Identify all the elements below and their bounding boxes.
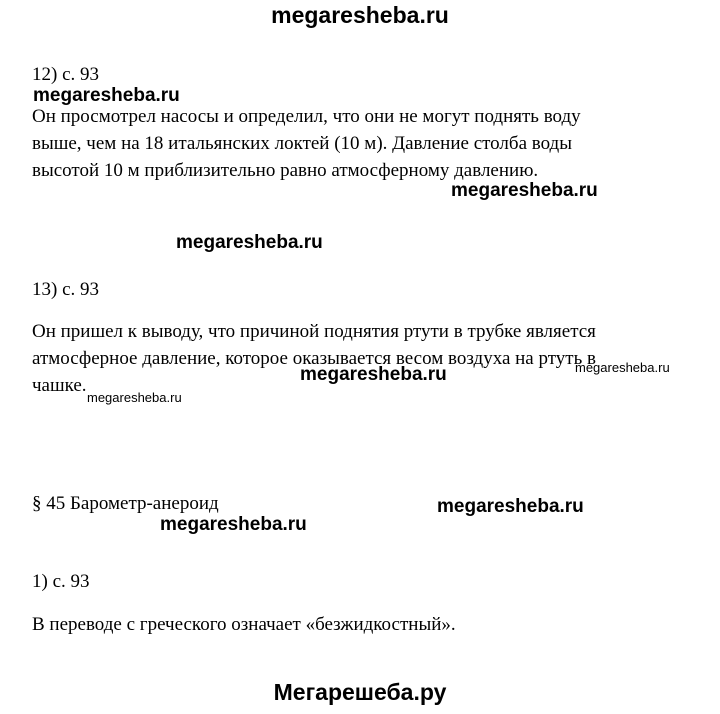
watermark: megaresheba.ru [437,496,584,517]
section-heading-12: 12) с. 93 [32,64,100,85]
section-text-13 [32,318,696,399]
watermark: megaresheba.ru [300,364,447,385]
section-heading-13: 13) с. 93 [32,279,100,300]
watermark: megaresheba.ru [87,390,182,405]
text-line: чашке. [32,375,87,396]
footer-watermark: Мегарешеба.ру [273,679,447,705]
watermark: megaresheba.ru [160,514,307,535]
header-watermark: megaresheba.ru [271,2,449,28]
watermark: megaresheba.ru [176,232,323,253]
watermark: megaresheba.ru [451,180,598,201]
watermark: megaresheba.ru [33,85,180,106]
section-heading-45: § 45 Барометр-анероид [32,493,219,514]
text-line: Он просмотрел насосы и определил, что они не могут поднять воду [32,106,581,127]
text-line: выше, чем на 18 итальянских локтей (10 м). Давление столба воды [32,133,572,154]
text-line: высотой 10 м приблизительно равно атмосферному давлению. [32,160,539,181]
text-line: В переводе с греческого означает «безжидкостный». [32,614,456,635]
text-line: атмосферное давление, которое оказывается весом воздуха на ртуть в [32,348,596,369]
watermark: megaresheba.ru [575,360,670,375]
text-line: Он пришел к выводу, что причиной поднятия ртути в трубке является [32,321,596,342]
section-text-12 [32,103,696,184]
section-text-1 [32,611,696,638]
section-heading-1: 1) с. 93 [32,571,90,592]
